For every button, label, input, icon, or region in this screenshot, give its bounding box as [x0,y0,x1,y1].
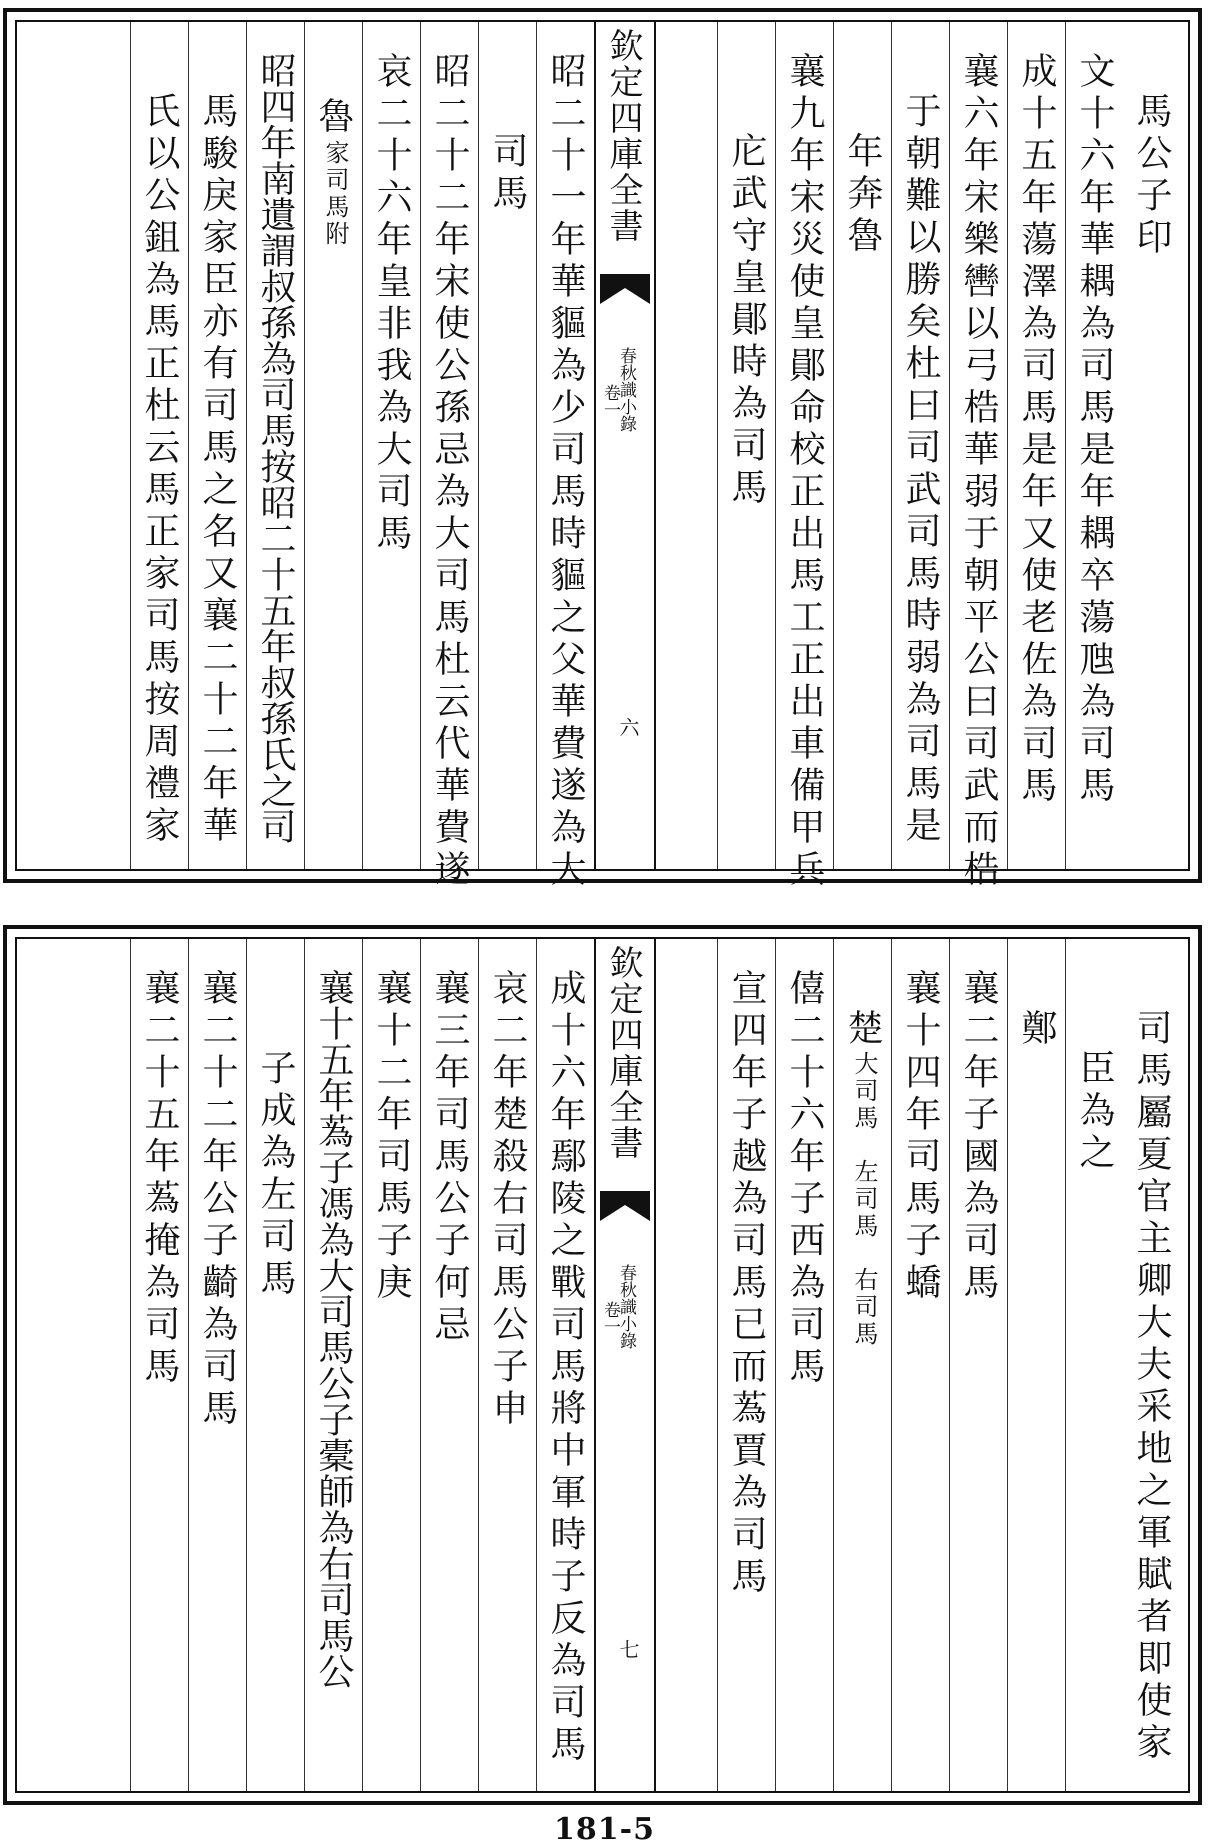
text-column [246,22,304,869]
column-text: 昭二十二年宋使公孫忌為大司馬杜云代華費遂 [429,52,470,892]
spine-subtitle: 春秋識小錄 [616,1264,636,1349]
text-column [891,22,949,869]
text-column [420,939,478,1791]
column-text: 昭四年南遺謂叔孫為司馬按昭二十五年叔孫氏之司 [255,52,296,844]
column-text: 襄九年宋災使皇鄖命校正出馬工正出車備甲兵 [784,52,825,892]
column-text: 文十六年華耦為司馬是年耦卒蕩虺為司馬 [1074,52,1115,808]
page-upper [3,8,1202,892]
column-text: 馬駿戾家臣亦有司馬之名又襄二十二年華 [197,92,238,848]
column-text: 哀二十六年皇非我為大司馬 [371,52,412,556]
text-column [362,22,420,869]
center-spine [594,939,656,1791]
column-text: 襄十四年司馬子蟜 [900,969,941,1305]
column-text: 成十六年鄢陵之戰司馬將中軍時子反為司馬 [545,969,586,1767]
column-text: 成十五年蕩澤為司馬是年又使老佐為司馬 [1016,52,1057,808]
text-column [304,22,362,869]
page-lower [3,925,1202,1805]
text-column [775,939,833,1791]
text-column [1123,939,1179,1791]
column-text: 司馬屬夏官主卿大夫采地之軍賦者即使家 [1131,1009,1172,1765]
text-column [1065,939,1123,1791]
text-column [717,22,775,869]
text-column [130,22,188,869]
text-column [362,939,420,1791]
column-text: 昭二十一年華貙為少司馬時貙之父華費遂為大 [545,52,586,892]
column-text: 鄭 [1016,1009,1057,1051]
column-text: 臣為之 [1074,1049,1115,1175]
column-text: 襄十二年司馬子庚 [371,969,412,1305]
spine-juan: 卷一 [600,1301,620,1335]
column-text: 僖二十六年子西為司馬 [784,969,825,1389]
column-note: 家司馬附 [321,140,349,248]
column-text: 宣四年子越為司馬已而蒍賈為司馬 [726,969,767,1599]
text-column [949,22,1007,892]
text-column [1065,22,1123,869]
text-column [775,22,833,892]
column-text: 襄三年司馬公子何忌 [429,969,470,1347]
column-text: 魯 [313,97,354,139]
book-title: 欽定四庫全書 [603,28,643,244]
spine-juan: 卷一 [600,384,620,418]
text-column [246,939,304,1791]
text-column [891,939,949,1791]
folio-number: 181-5 [554,1812,655,1847]
column-text: 哀二年楚殺右司馬公子申 [487,969,528,1431]
fish-tail-mark-icon [600,1191,650,1237]
text-column [478,22,536,869]
text-column [536,939,594,1791]
column-text: 襄二十五年蒍掩為司馬 [139,969,180,1389]
column-text: 司馬 [487,132,528,216]
text-column [188,22,246,869]
column-text: 馬公子印 [1131,92,1172,260]
column-text: 年奔魯 [842,132,883,258]
column-text: 襄二十二年公子齮為司馬 [197,969,238,1431]
text-column [420,22,478,892]
text-column [1007,939,1065,1791]
text-column [304,939,362,1791]
text-column [833,939,891,1791]
text-column [536,22,594,892]
page-number: 七 [616,1639,640,1659]
text-column [833,22,891,869]
column-text: 子成為左司馬 [255,1049,296,1301]
center-spine [594,22,656,869]
fish-tail-mark-icon [600,274,650,320]
page-frame [15,937,1190,1793]
column-text: 庀武守皇鄖時為司馬 [726,132,767,510]
column-text: 氏以公鉏為馬正杜云馬正家司馬按周禮家 [139,92,180,848]
text-column [188,939,246,1791]
column-note: 大司馬 左司馬 右司馬 [850,1051,878,1348]
column-text: 楚 [842,1009,883,1051]
text-column [1123,22,1179,869]
column-text: 襄十五年蒍子馮為大司馬公子橐師為右司馬公 [313,969,354,1689]
text-column [717,939,775,1791]
column-text: 襄二年子國為司馬 [958,969,999,1305]
text-column [1007,22,1065,869]
book-title: 欽定四庫全書 [603,945,643,1161]
text-column [130,939,188,1791]
spine-subtitle: 春秋識小錄 [616,347,636,432]
column-text: 于朝難以勝矣杜曰司武司馬時弱為司馬是 [900,92,941,848]
page-number: 六 [616,717,640,737]
page-frame [15,20,1190,892]
text-column [478,939,536,1791]
text-column [949,939,1007,1791]
column-text: 襄六年宋樂轡以弓梏華弱于朝平公曰司武而梏 [958,52,999,892]
